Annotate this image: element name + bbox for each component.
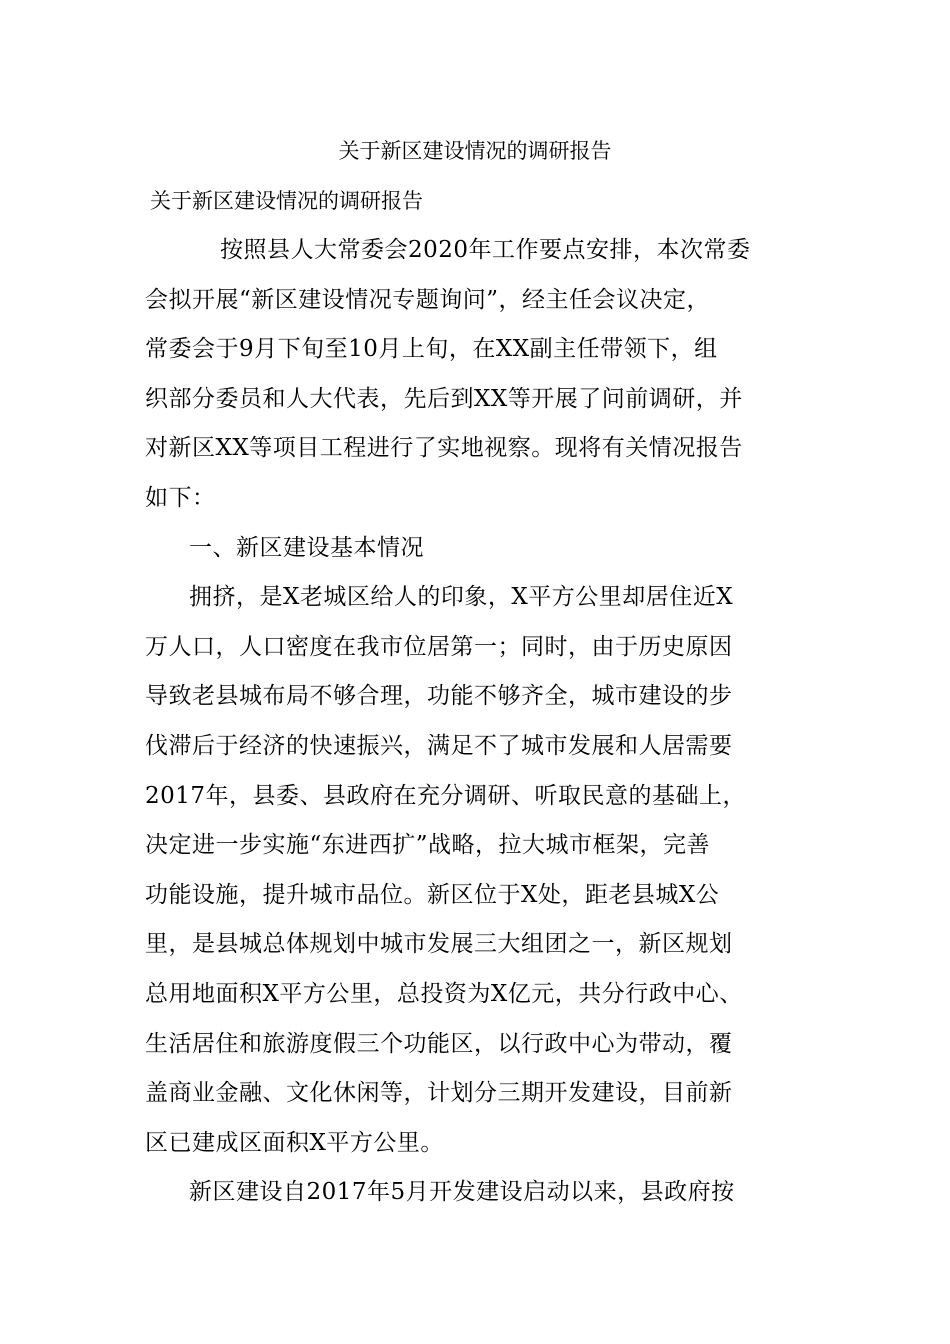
paragraph-line: 会拟开展“新区建设情况专题询问”，经主任会议决定， [145, 286, 711, 313]
paragraph-line: 盖商业金融、文化休闲等，计划分三期开发建设，目前新 [145, 1080, 733, 1107]
paragraph-line: 伐滞后于经济的快速振兴，满足不了城市发展和人居需要 [145, 732, 733, 759]
paragraph-line: 里，是县城总体规划中城市发展三大组团之一，新区规划 [145, 931, 733, 958]
paragraph-line: 区已建成区面积X平方公里。 [145, 1129, 444, 1156]
paragraph-line: 拥挤，是X老城区给人的印象，X平方公里却居住近X [189, 584, 734, 611]
paragraph-line: 织部分委员和人大代表，先后到XX等开展了问前调研，并 [145, 385, 743, 412]
paragraph-line: 导致老县城布局不够合理，功能不够齐全，城市建设的步 [145, 683, 733, 710]
paragraph-line: 如下： [145, 484, 216, 511]
document-subtitle: 关于新区建设情况的调研报告 [150, 189, 423, 213]
paragraph-line: 2017年，县委、县政府在充分调研、听取民意的基础上， [145, 782, 747, 809]
paragraph-line: 对新区XX等项目工程进行了实地视察。现将有关情况报告 [145, 435, 743, 462]
paragraph-line: 按照县人大常委会2020年工作要点安排，本次常委 [220, 237, 751, 263]
paragraph-line: 万人口，人口密度在我市位居第一；同时，由于历史原因 [145, 633, 733, 660]
section-heading: 一、新区建设基本情况 [189, 534, 424, 561]
paragraph-line: 生活居住和旅游度假三个功能区，以行政中心为带动，覆 [145, 1030, 733, 1057]
paragraph-line: 总用地面积X平方公里，总投资为X亿元，共分行政中心、 [145, 980, 743, 1007]
paragraph-line: 常委会于9月下旬至10月上旬，在XX副主任带领下，组 [145, 336, 718, 363]
paragraph-line: 新区建设自2017年5月开发建设启动以来，县政府按 [189, 1179, 735, 1206]
document-title: 关于新区建设情况的调研报告 [338, 139, 612, 163]
paragraph-line: 功能设施，提升城市品位。新区位于X处，距老县城X公 [145, 881, 720, 908]
paragraph-line: 决定进一步实施“东进西扩”战略，拉大城市框架，完善 [145, 832, 711, 859]
document-body [145, 232, 810, 1224]
